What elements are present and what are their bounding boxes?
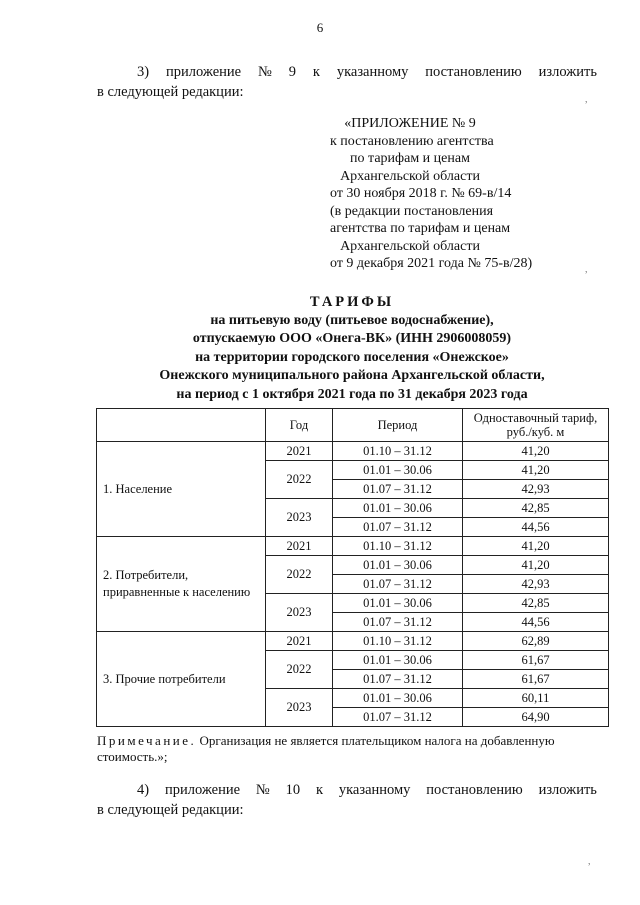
tariff-cell: 64,90 <box>463 708 609 727</box>
tariff-cell: 42,85 <box>463 499 609 518</box>
appendix-line: Архангельской области <box>340 168 480 184</box>
period-cell: 01.01 – 30.06 <box>333 594 463 613</box>
table-note <box>97 733 605 765</box>
category-label: приравненные к населению <box>103 585 251 599</box>
period-cell: 01.07 – 31.12 <box>333 480 463 499</box>
word: № <box>258 64 272 80</box>
year-cell: 2023 <box>266 689 333 727</box>
table-header-row <box>97 409 609 442</box>
category-label: 3. Прочие потребители <box>103 671 226 686</box>
header-tariff <box>463 409 609 442</box>
period-cell: 01.01 – 30.06 <box>333 499 463 518</box>
appendix-line: по тарифам и ценам <box>350 151 470 166</box>
word: приложение <box>165 64 242 80</box>
category-cell <box>97 537 266 632</box>
appendix-header <box>330 115 533 273</box>
year-cell: 2021 <box>266 537 333 556</box>
title-line: на период с 1 октября 2021 года по 31 декабря 2023 года <box>176 386 528 402</box>
word: постановлению <box>426 782 523 798</box>
paragraph-4 <box>97 780 597 820</box>
tariff-cell: 41,20 <box>463 461 609 480</box>
period-cell: 01.07 – 31.12 <box>333 613 463 632</box>
word: постановлению <box>425 64 522 80</box>
category-label: 1. Население <box>103 481 173 496</box>
tariff-cell: 61,67 <box>463 670 609 689</box>
period-cell: 01.07 – 31.12 <box>333 670 463 689</box>
category-label: 2. Потребители, <box>103 568 189 582</box>
year-cell: 2021 <box>266 442 333 461</box>
tariff-table <box>96 408 609 727</box>
period-cell: 01.07 – 31.12 <box>333 708 463 727</box>
tariff-cell: 42,93 <box>463 575 609 594</box>
word: № <box>255 782 270 798</box>
word: 3) <box>137 64 150 80</box>
tariff-cell: 41,20 <box>463 537 609 556</box>
period-cell: 01.10 – 31.12 <box>333 537 463 556</box>
period-cell: 01.01 – 30.06 <box>333 461 463 480</box>
paragraph-3 <box>97 62 597 102</box>
scan-mark: , <box>588 856 591 867</box>
category-cell <box>97 632 266 727</box>
year-cell: 2022 <box>266 556 333 594</box>
tariff-cell: 61,67 <box>463 651 609 670</box>
word: к <box>312 64 320 80</box>
paragraph-3-line-2: в следующей редакции: <box>97 84 244 100</box>
appendix-line: от 30 ноября 2018 г. № 69-в/14 <box>330 186 512 201</box>
period-cell: 01.01 – 30.06 <box>333 651 463 670</box>
appendix-line: (в редакции постановления <box>330 203 494 219</box>
tariff-cell: 62,89 <box>463 632 609 651</box>
tariff-cell: 44,56 <box>463 613 609 632</box>
appendix-line: Архангельской области <box>340 238 480 254</box>
tariff-cell: 42,93 <box>463 480 609 499</box>
scan-mark: , <box>585 264 588 275</box>
tariff-cell: 41,20 <box>463 556 609 575</box>
period-cell: 01.01 – 30.06 <box>333 689 463 708</box>
period-cell: 01.10 – 31.12 <box>333 442 463 461</box>
word: 10 <box>285 782 301 798</box>
year-cell: 2022 <box>266 461 333 499</box>
tariff-cell: 42,85 <box>463 594 609 613</box>
period-cell: 01.07 – 31.12 <box>333 518 463 537</box>
word: изложить <box>538 64 597 80</box>
header-year: Год <box>266 409 333 442</box>
word: указанному <box>338 782 411 798</box>
year-cell: 2022 <box>266 651 333 689</box>
table-row <box>97 442 609 461</box>
tariff-cell: 44,56 <box>463 518 609 537</box>
header-tariff-line: Одноставочный тариф, <box>473 411 598 425</box>
header-category <box>97 409 266 442</box>
appendix-line: от 9 декабря 2021 года № 75-в/28) <box>330 256 533 271</box>
paragraph-4-line-1 <box>97 780 597 800</box>
title-line: Онежского муниципального района Архангельской области, <box>159 368 545 383</box>
word: к <box>315 782 323 798</box>
year-cell: 2023 <box>266 499 333 537</box>
title-line: на территории городского поселения «Онежское» <box>195 349 509 365</box>
word: приложение <box>164 782 241 798</box>
year-cell: 2021 <box>266 632 333 651</box>
word: 9 <box>288 64 296 80</box>
page-number: 6 <box>316 20 324 35</box>
tariff-cell: 41,20 <box>463 442 609 461</box>
note-label: Примечание. <box>97 733 197 748</box>
period-cell: 01.07 – 31.12 <box>333 575 463 594</box>
title-heading: ТАРИФЫ <box>309 294 395 310</box>
category-cell <box>97 442 266 537</box>
appendix-line: к постановлению агентства <box>330 133 494 149</box>
scan-mark: , <box>585 94 588 105</box>
appendix-line: «ПРИЛОЖЕНИЕ № 9 <box>344 116 476 131</box>
table-row <box>97 632 609 651</box>
paragraph-4-line-2: в следующей редакции: <box>97 802 244 818</box>
tariff-cell: 60,11 <box>463 689 609 708</box>
period-cell: 01.10 – 31.12 <box>333 632 463 651</box>
title-line: на питьевую воду (питьевое водоснабжение), <box>210 312 494 328</box>
paragraph-3-line-1 <box>97 62 597 82</box>
word: изложить <box>538 782 597 798</box>
word: 4) <box>137 782 150 798</box>
header-period: Период <box>333 409 463 442</box>
document-title <box>96 293 608 404</box>
title-line: отпускаемую ООО «Онега-ВК» (ИНН 2906008059) <box>192 331 512 346</box>
year-cell: 2023 <box>266 594 333 632</box>
header-tariff-line: руб./куб. м <box>506 425 565 439</box>
period-cell: 01.01 – 30.06 <box>333 556 463 575</box>
word: указанному <box>336 64 409 80</box>
note-text: Организация не является плательщиком налога на добавленную стоимость.»; <box>97 733 555 764</box>
table-row <box>97 537 609 556</box>
appendix-line: агентства по тарифам и ценам <box>330 221 511 236</box>
